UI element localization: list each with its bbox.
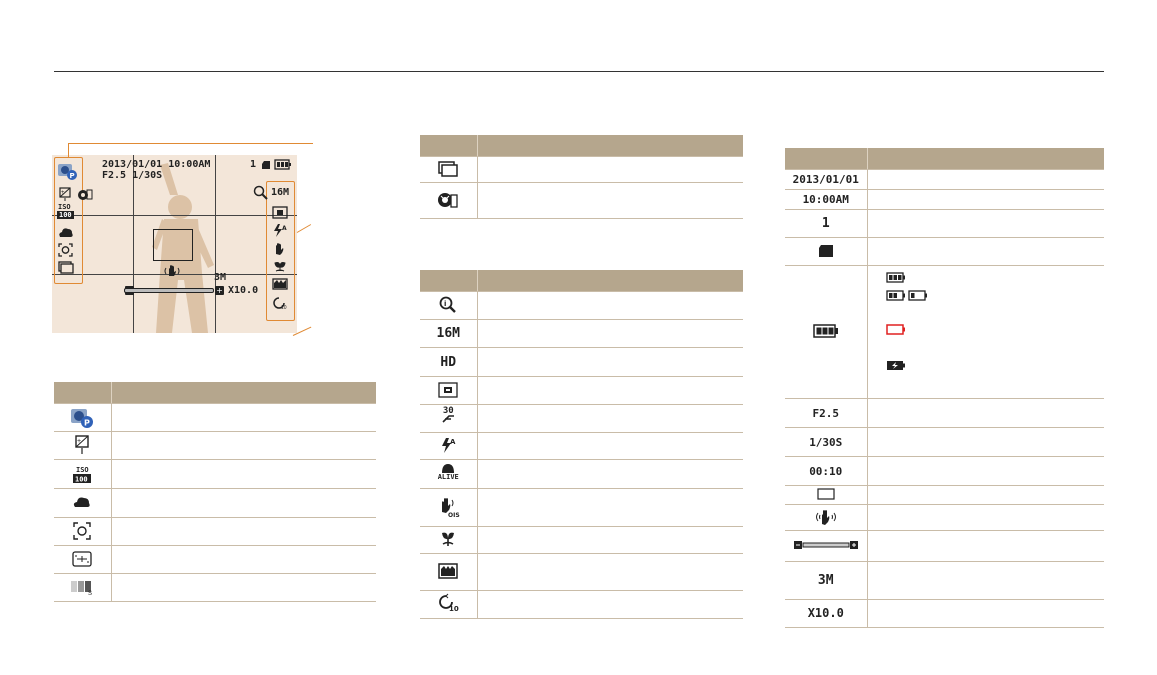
fill-light-icon xyxy=(438,563,458,579)
table-row xyxy=(420,488,743,526)
table-row xyxy=(54,403,376,431)
fps-slash-icon xyxy=(441,415,455,423)
macro-icon xyxy=(272,259,288,273)
table-row xyxy=(420,319,743,347)
vf-shot-count: 1 xyxy=(250,159,257,170)
table-row xyxy=(420,347,743,376)
svg-text:OIS: OIS xyxy=(448,512,460,519)
ois-icon xyxy=(438,496,458,518)
optical-zoom-label: 3M xyxy=(817,573,834,588)
table-row xyxy=(420,156,743,182)
vf-zoom-ratio: X10.0 xyxy=(228,285,259,296)
svg-text:+: + xyxy=(61,190,65,196)
table-row xyxy=(54,517,376,545)
table-row xyxy=(785,265,1104,398)
iso-100-icon xyxy=(72,464,92,484)
video-time-label: 00:10 xyxy=(809,464,843,478)
metering-center-icon xyxy=(72,551,92,567)
svg-text:10: 10 xyxy=(449,605,459,613)
table-row xyxy=(54,431,376,459)
table-right-column-icons xyxy=(420,270,743,619)
date-label: 2013/01/01 xyxy=(792,173,859,186)
program-mode-icon xyxy=(57,161,79,181)
svg-text:S: S xyxy=(88,590,93,597)
table-status-info xyxy=(785,148,1104,628)
table-row xyxy=(785,456,1104,485)
table-row xyxy=(785,485,1104,504)
smart-shutter-icon xyxy=(437,190,459,210)
vf-iso-bottom: 100 xyxy=(59,211,72,219)
svg-text:10: 10 xyxy=(281,305,287,311)
flash-auto-icon xyxy=(272,223,288,237)
battery-charging-icon xyxy=(886,360,906,371)
alive-dome-icon xyxy=(440,463,456,473)
viewfinder-screen xyxy=(52,155,297,333)
callout-line-top xyxy=(68,143,313,144)
ois-icon xyxy=(272,241,288,255)
table-row xyxy=(54,488,376,517)
callout-line-mid xyxy=(297,224,311,233)
svg-text:P: P xyxy=(84,418,91,428)
count-label: 1 xyxy=(821,216,830,231)
table-row xyxy=(420,376,743,404)
face-detection-icon xyxy=(73,522,91,540)
svg-text:P: P xyxy=(69,172,75,180)
shake-warning-icon xyxy=(813,508,839,526)
resolution-16m-icon: 16M xyxy=(436,326,460,341)
smart-zoom-icon xyxy=(253,185,269,199)
table-row xyxy=(420,526,743,553)
smart-zoom-icon xyxy=(439,296,457,314)
memory-card-icon xyxy=(817,243,835,259)
table-row xyxy=(420,182,743,218)
svg-text:+: + xyxy=(77,438,82,445)
battery-empty-icon xyxy=(886,324,906,335)
vf-aperture-shutter: F2.5 1/30S xyxy=(102,170,163,181)
vf-date-time: 2013/01/01 10:00AM xyxy=(102,159,211,170)
exposure-value-icon xyxy=(74,435,90,455)
smart-shutter-icon xyxy=(77,187,93,201)
table-row xyxy=(785,209,1104,237)
aperture-label: F2.5 xyxy=(812,406,839,420)
table-row xyxy=(785,530,1104,561)
battery-full-icon xyxy=(274,158,292,172)
table-row xyxy=(420,590,743,618)
timer-10-icon xyxy=(438,594,458,614)
shutter-label: 1/30S xyxy=(809,435,843,449)
zoom-bar xyxy=(124,288,214,293)
metering-icon xyxy=(272,205,288,219)
battery-low-icon xyxy=(908,290,928,301)
table-row xyxy=(785,169,1104,189)
photo-style-icon xyxy=(70,578,94,596)
svg-text:A: A xyxy=(450,438,456,447)
zoom-bar-icon xyxy=(793,540,859,550)
fps-30-icon: 30 xyxy=(441,407,455,423)
table-row xyxy=(785,599,1104,627)
callout-line-top-drop xyxy=(68,143,69,157)
table-row xyxy=(785,427,1104,456)
vf-iso-top: ISO xyxy=(58,203,71,211)
macro-icon xyxy=(439,530,457,548)
table-row xyxy=(420,553,743,590)
table-shooting-options xyxy=(54,382,376,602)
shake-warning-icon xyxy=(164,263,180,277)
memory-card-icon xyxy=(260,158,272,172)
battery-partial-icon xyxy=(886,290,906,301)
svg-text:A: A xyxy=(282,225,287,232)
header-rule xyxy=(54,71,1104,72)
table-row xyxy=(785,398,1104,427)
zoom-in-icon: + xyxy=(216,286,223,295)
program-mode-icon xyxy=(69,406,95,428)
white-balance-cloudy-icon xyxy=(72,494,92,510)
table-row xyxy=(420,459,743,488)
svg-text:100: 100 xyxy=(75,475,88,483)
table-row xyxy=(785,504,1104,530)
metering-icon xyxy=(438,382,458,398)
svg-text:ISO: ISO xyxy=(76,465,89,474)
table-row xyxy=(420,404,743,432)
table-drive-options xyxy=(420,135,743,219)
alive-icon: ALIVE xyxy=(438,463,459,482)
exposure-value-icon xyxy=(58,187,74,201)
white-balance-cloudy-icon xyxy=(58,225,74,239)
battery-full-small-icon xyxy=(886,272,906,283)
burst-drive-icon xyxy=(438,161,458,177)
table-row xyxy=(785,189,1104,209)
time-label: 10:00AM xyxy=(802,193,849,206)
battery-full-icon xyxy=(813,324,839,338)
table-row xyxy=(54,545,376,573)
table-row xyxy=(420,291,743,319)
face-detection-icon xyxy=(58,243,74,257)
fill-light-icon xyxy=(272,277,288,291)
table-row xyxy=(785,237,1104,265)
timer-10-icon xyxy=(272,296,288,310)
hd-icon: HD xyxy=(440,354,457,370)
burst-drive-icon xyxy=(58,261,74,275)
zoom-ratio-label: X10.0 xyxy=(807,606,844,620)
svg-text:i: i xyxy=(444,299,447,308)
vf-resolution: 16M xyxy=(271,187,290,198)
table-row xyxy=(420,432,743,459)
table-row xyxy=(785,561,1104,599)
table-row xyxy=(54,459,376,488)
focus-frame-icon xyxy=(817,488,835,500)
vf-optical-zoom: 3M xyxy=(214,272,227,283)
table-row xyxy=(54,573,376,601)
focus-frame xyxy=(153,229,193,261)
flash-auto-icon xyxy=(439,436,457,454)
